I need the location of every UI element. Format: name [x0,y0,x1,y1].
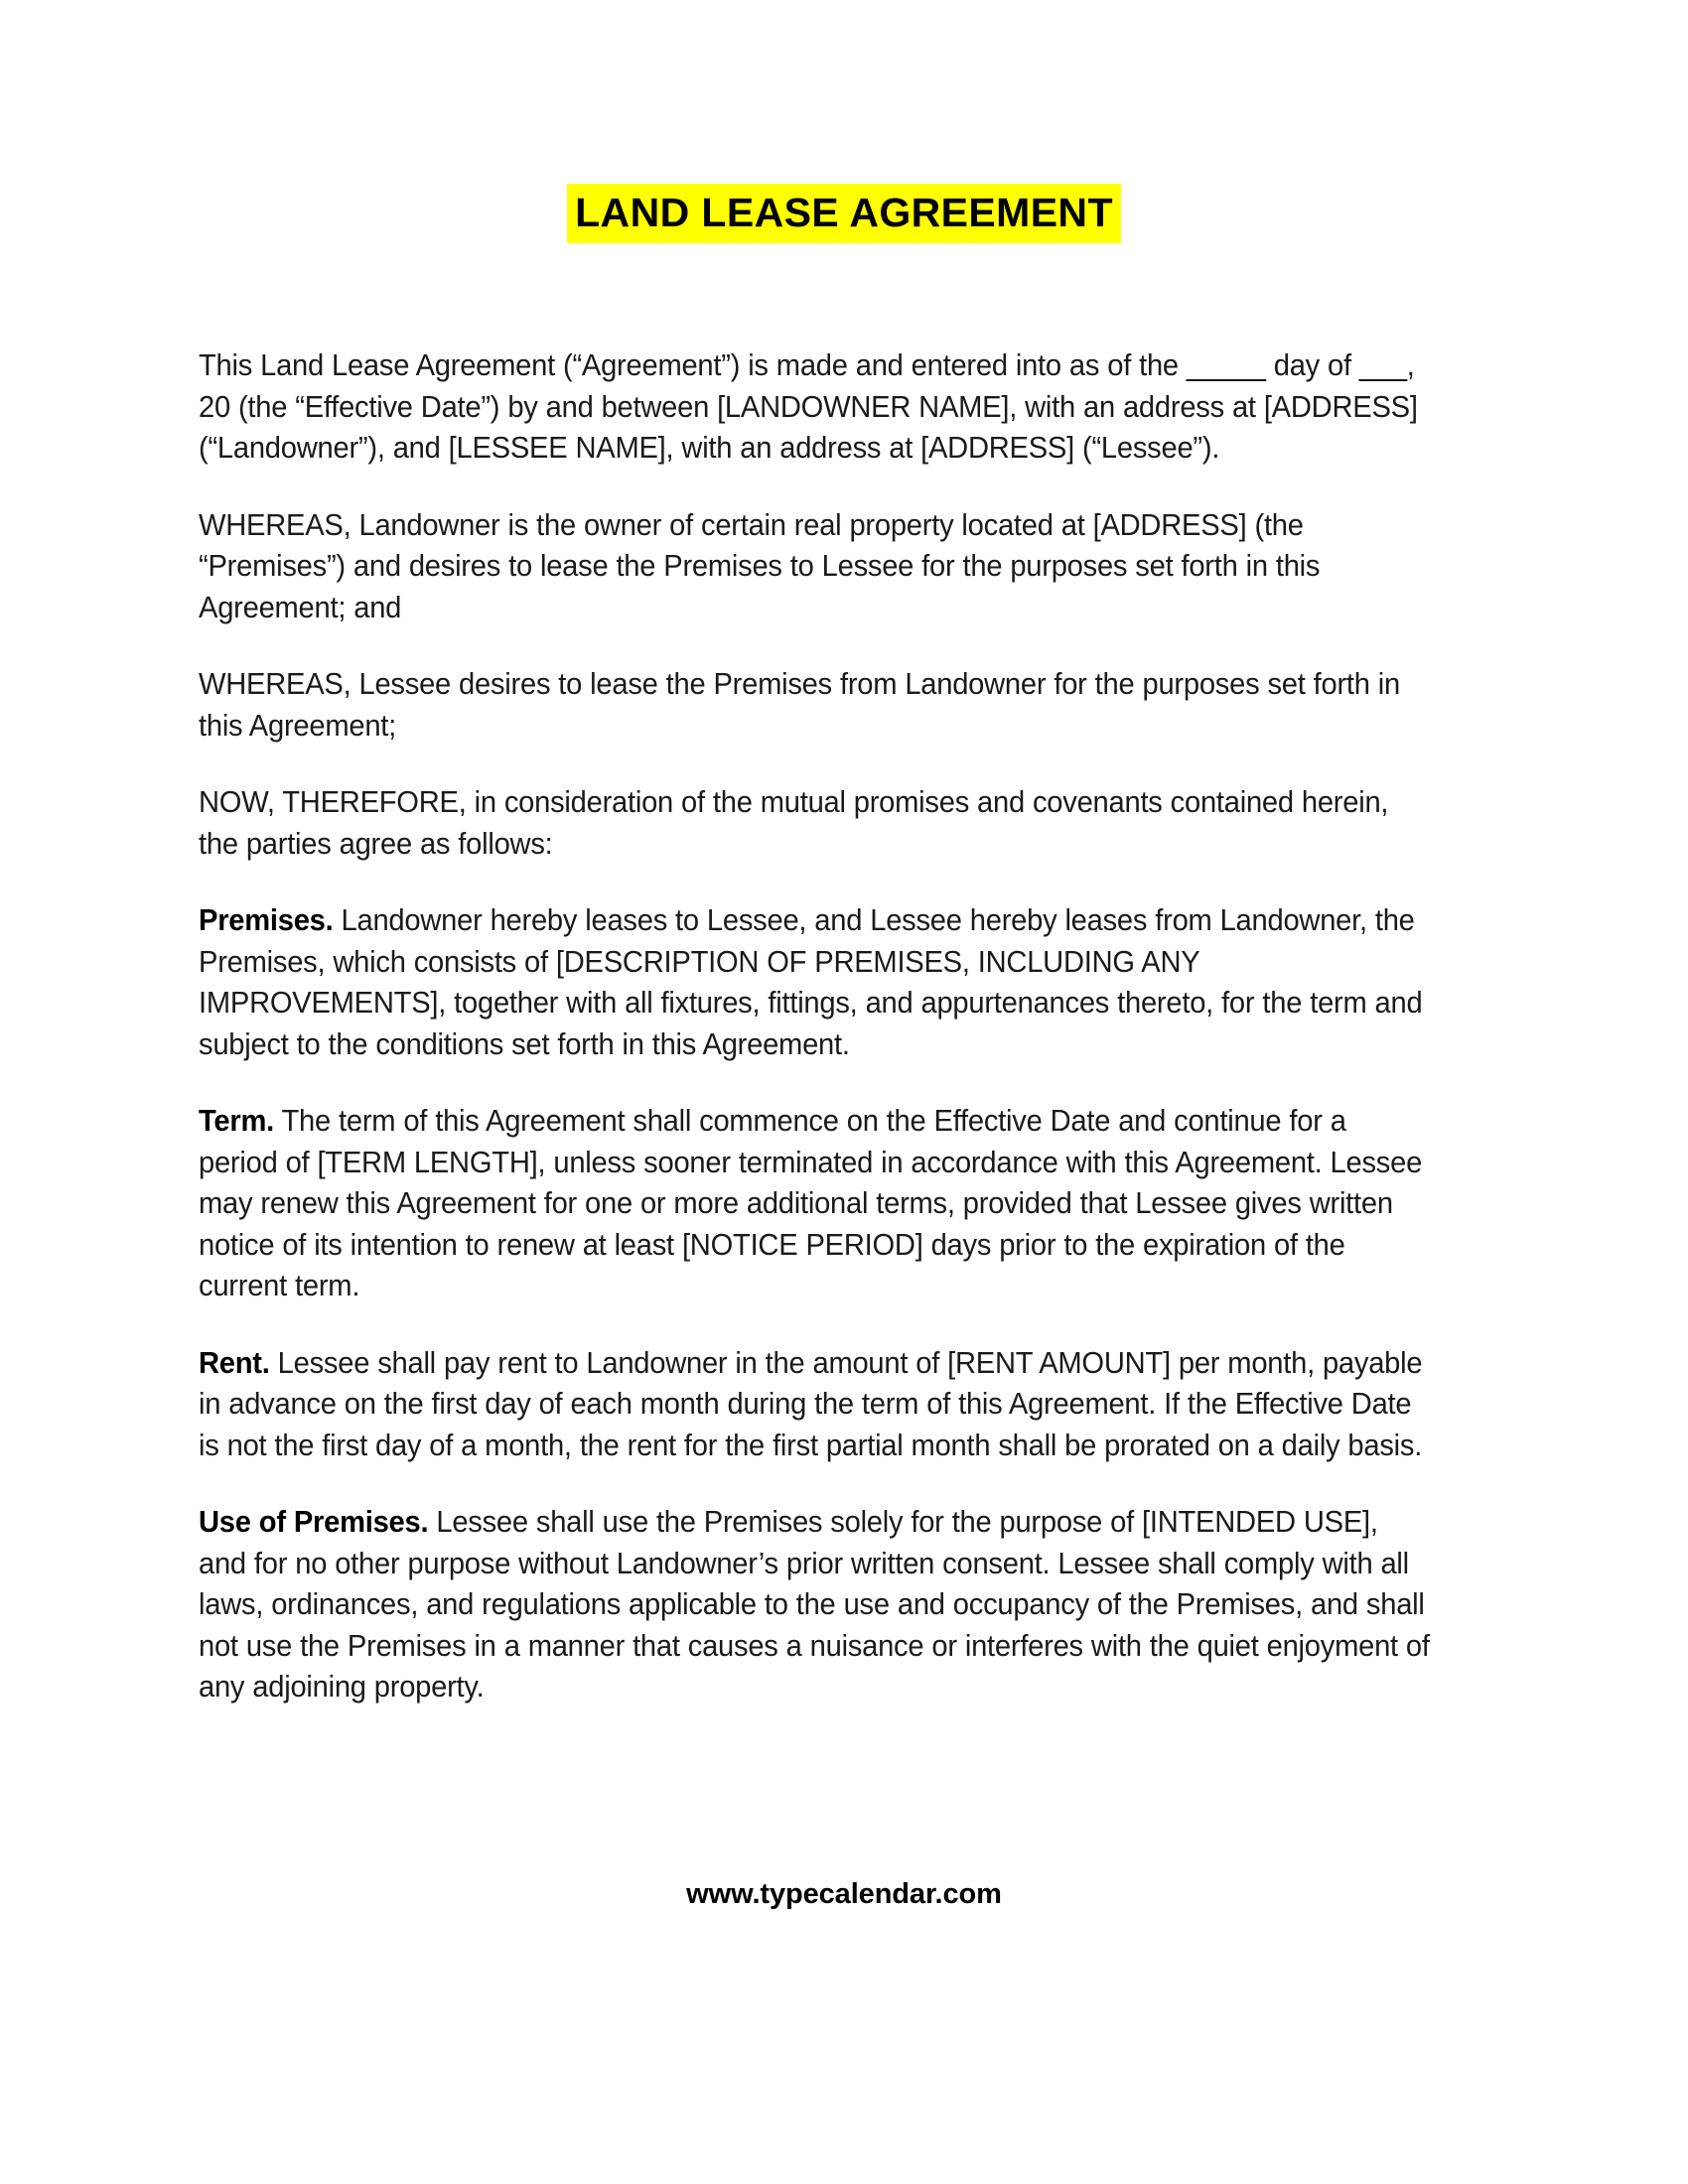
page-title: LAND LEASE AGREEMENT [567,184,1121,243]
paragraph-now-therefore: NOW, THEREFORE, in consideration of the mutual promises and covenants contained herein, the parties agree as follows: [199,785,1389,861]
clause-term [199,1101,1432,1307]
paragraph-whereas-2: WHEREAS, Lessee desires to lease the Premises from Landowner for the purposes set forth in this Agreement; [199,667,1400,743]
footer-website-url: www.typecalendar.com [686,1878,1002,1910]
clause-use-of-premises [199,1502,1432,1708]
clause-premises [199,900,1432,1065]
clause-rent-heading: Rent. [199,1345,270,1380]
paragraph-whereas-1: WHEREAS, Landowner is the owner of certain real property located at [ADDRESS] (the “Premises”) and desires to lease the Premises to Lessee for the purposes set forth in this Agreement; and [199,507,1321,624]
clause-premises-heading: Premises. [199,903,334,937]
clause-use-of-premises-heading: Use of Premises. [199,1505,429,1539]
clause-term-text: The term of this Agreement shall commence on the Effective Date and continue for a period of [TERM LENGTH], unless sooner terminated in accordance with this Agreement. Lessee may renew this Agreement for one or more additional terms, provided that Lessee gives written notice of its intention to renew at least [NOTICE PERIOD] days prior to the expiration of the current term. [199,1104,1423,1302]
document-body [199,345,1489,1708]
title-block [0,184,1688,243]
clause-use-of-premises-text: Lessee shall use the Premises solely for the purpose of [INTENDED USE], and for no other purpose without Landowner’s prior written consent. Lessee shall comply with all laws, ordinances, and regulations applicable to the use and occupancy of the Premises, and shall not use the Premises in a manner that causes a nuisance or interferes with the quiet enjoyment of any adjoining property. [199,1505,1430,1704]
page-footer [0,1878,1688,1911]
clause-rent [199,1343,1432,1467]
clause-term-heading: Term. [199,1104,274,1138]
paragraph-intro: This Land Lease Agreement (“Agreement”) is made and entered into as of the _____ day of ___, 20 (the “Effective Date”) by and between [LANDOWNER NAME], with an address at [ADDRESS] (“Landowner”), and [LESSEE NAME], with an address at [ADDRESS] (“Lessee”). [199,348,1418,465]
clause-premises-text: Landowner hereby leases to Lessee, and Lessee hereby leases from Landowner, the Premises, which consists of [DESCRIPTION OF PREMISES, INCLUDING ANY IMPROVEMENTS], together with all fixtures, fittings, and appurtenances thereto, for the term and subject to the conditions set forth in this Agreement. [199,903,1423,1061]
clause-rent-text: Lessee shall pay rent to Landowner in the amount of [RENT AMOUNT] per month, payable in advance on the first day of each month during the term of this Agreement. If the Effective Date is not the first day of a month, the rent for the first partial month shall be prorated on a daily basis. [199,1345,1423,1462]
